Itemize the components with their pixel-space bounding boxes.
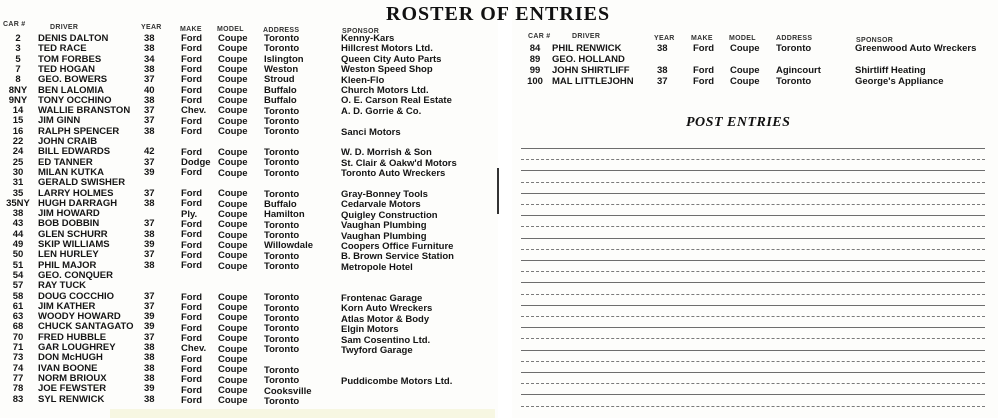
car-cell: 31 — [12, 177, 24, 189]
entry-line — [521, 260, 985, 261]
post-entries-lines — [521, 148, 985, 418]
year-cell: 38 — [144, 228, 155, 240]
sponsor-cell: Metropole Hotel — [341, 261, 413, 273]
make-cell: Ford — [181, 374, 203, 386]
driver-cell: GEO. CONQUER — [38, 269, 113, 281]
sponsor-cell: Quigley Construction — [341, 209, 438, 221]
car-cell: 71 — [12, 342, 24, 353]
address-cell: Agincourt — [776, 65, 821, 76]
model-cell: Coupe — [218, 84, 248, 96]
sponsor-cell: Kleen-Flo — [341, 74, 385, 86]
sponsor-cell: Cedarvale Motors — [341, 199, 421, 211]
table-row — [0, 76, 998, 87]
car-cell: 99 — [529, 65, 541, 76]
driver-cell: GEO. BOWERS — [38, 74, 108, 86]
driver-cell: CHUCK SANTAGATO — [38, 321, 134, 333]
car-cell: 8NY — [8, 84, 28, 96]
driver-cell: GEO. HOLLAND — [552, 54, 625, 65]
year-cell: 38 — [144, 342, 155, 353]
driver-cell: BILL EDWARDS — [38, 146, 111, 158]
entry-line — [521, 372, 985, 373]
car-cell: 5 — [15, 53, 21, 65]
entry-line — [521, 238, 985, 239]
model-cell: Coupe — [218, 105, 248, 117]
table-row — [0, 54, 998, 65]
make-cell: Ford — [181, 146, 203, 158]
make-cell: Ford — [181, 312, 203, 324]
model-cell: Coupe — [218, 198, 248, 210]
car-cell: 7 — [15, 63, 21, 75]
model-cell: Coupe — [218, 291, 248, 303]
car-cell: 14 — [12, 105, 24, 117]
sponsor-cell: Queen City Auto Parts — [341, 53, 442, 65]
year-cell: 34 — [144, 53, 155, 65]
year-cell: 38 — [657, 43, 668, 54]
entry-line — [521, 383, 985, 384]
sponsor-cell: W. D. Morrish & Son — [341, 147, 432, 159]
model-cell: Coupe — [218, 115, 248, 127]
sponsor-cell: Twyford Garage — [341, 345, 413, 356]
driver-cell: TONY OCCHINO — [38, 94, 112, 106]
car-cell: 49 — [12, 239, 24, 250]
driver-cell: JIM HOWARD — [38, 208, 100, 220]
entry-line — [521, 249, 985, 250]
make-cell: Ford — [693, 43, 715, 54]
table-row — [0, 178, 498, 188]
model-cell: Coupe — [218, 240, 248, 251]
sponsor-cell: Vaughan Plumbing — [341, 220, 427, 232]
year-cell: 40 — [144, 84, 155, 96]
address-cell: Weston — [264, 64, 299, 76]
make-cell: Ford — [181, 115, 203, 127]
car-cell: 70 — [12, 331, 24, 343]
sponsor-cell: Frontenac Garage — [341, 293, 423, 304]
address-cell: Toronto — [264, 230, 300, 242]
model-cell: Coupe — [218, 302, 248, 314]
car-cell: 43 — [12, 218, 24, 230]
model-cell: Coupe — [730, 76, 760, 87]
address-cell: Toronto — [264, 33, 300, 44]
car-cell: 15 — [12, 115, 24, 127]
car-cell: 25 — [12, 156, 24, 168]
sponsor-cell: Weston Speed Shop — [341, 64, 433, 76]
make-cell: Chev. — [181, 343, 207, 355]
entry-line — [521, 148, 985, 149]
entry-line — [521, 294, 985, 295]
car-cell: 38 — [12, 208, 24, 220]
address-cell: Toronto — [776, 76, 812, 87]
car-cell: 57 — [12, 280, 24, 292]
driver-cell: DOUG COCCHIO — [38, 290, 114, 302]
address-cell: Toronto — [776, 43, 812, 54]
sponsor-cell: Sam Cosentino Ltd. — [341, 334, 431, 346]
year-cell: 39 — [144, 239, 155, 250]
make-cell: Ford — [181, 167, 203, 179]
car-cell: 100 — [527, 76, 543, 87]
year-cell: 38 — [144, 125, 155, 137]
car-cell: 78 — [12, 383, 24, 395]
address-cell: Toronto — [264, 105, 300, 117]
address-cell: Buffalo — [264, 198, 297, 210]
model-cell: Coupe — [730, 65, 760, 76]
driver-cell: JOE FEWSTER — [38, 383, 107, 395]
make-cell: Ford — [181, 74, 203, 86]
year-cell: 37 — [144, 115, 155, 127]
address-cell: Toronto — [264, 167, 300, 179]
year-cell: 39 — [144, 383, 155, 395]
model-cell: Coupe — [218, 364, 248, 376]
entry-line — [521, 271, 985, 272]
entry-line — [521, 282, 985, 283]
driver-cell: IVAN BOONE — [38, 362, 98, 374]
header-model: MODEL — [217, 26, 244, 33]
sponsor-cell: A. D. Gorrie & Co. — [341, 105, 422, 117]
sponsor-cell: Sanci Motors — [341, 126, 401, 138]
make-cell: Ford — [181, 53, 203, 65]
model-cell: Coupe — [218, 374, 248, 386]
car-cell: 61 — [12, 300, 24, 312]
sponsor-cell: O. E. Carson Real Estate — [341, 95, 452, 107]
driver-cell: GLEN SCHURR — [38, 228, 108, 240]
address-cell: Toronto — [264, 219, 300, 231]
address-cell: Toronto — [264, 261, 300, 273]
header-make: MAKE — [180, 26, 202, 33]
entry-line — [521, 316, 985, 317]
driver-cell: TOM FORBES — [38, 53, 102, 65]
sponsor-cell: Shirtliff Heating — [855, 65, 926, 76]
driver-cell: JIM GINN — [38, 115, 81, 127]
address-cell: Toronto — [264, 147, 300, 159]
address-cell: Toronto — [264, 188, 300, 200]
model-cell: Coupe — [218, 167, 248, 179]
car-cell: 24 — [12, 146, 24, 158]
year-cell: 37 — [144, 331, 155, 343]
make-cell: Ford — [181, 353, 203, 365]
model-cell: Coupe — [218, 395, 248, 407]
driver-cell: WOODY HOWARD — [38, 311, 121, 323]
page-title: ROSTER OF ENTRIES — [386, 3, 611, 25]
make-cell: Dodge — [181, 157, 211, 169]
year-cell: 37 — [144, 300, 155, 312]
model-cell: Coupe — [218, 353, 248, 365]
sponsor-cell: Atlas Motor & Body — [341, 313, 430, 325]
entry-line — [521, 182, 985, 183]
car-cell: 73 — [12, 352, 24, 364]
model-cell: Coupe — [218, 322, 248, 334]
address-cell: Willowdale — [264, 240, 314, 252]
sponsor-cell: Elgin Motors — [341, 324, 399, 336]
year-cell: 39 — [144, 311, 155, 323]
car-cell: 58 — [12, 290, 24, 302]
address-cell: Buffalo — [264, 95, 297, 107]
model-cell: Coupe — [218, 64, 248, 76]
make-cell: Ford — [181, 188, 203, 200]
year-cell: 38 — [144, 94, 155, 106]
driver-cell: PHIL MAJOR — [38, 259, 97, 271]
header-car: CAR # — [3, 21, 26, 28]
address-cell: Toronto — [264, 375, 300, 387]
car-cell: 3 — [15, 43, 21, 55]
address-cell: Toronto — [264, 43, 300, 55]
driver-cell: PHIL RENWICK — [552, 43, 622, 54]
address-cell: Toronto — [264, 333, 300, 345]
address-cell: Toronto — [264, 364, 300, 376]
make-cell: Ford — [181, 229, 203, 241]
model-cell: Coupe — [218, 333, 248, 345]
address-cell: Buffalo — [264, 84, 297, 96]
car-cell: 8 — [15, 74, 21, 86]
address-cell: Toronto — [264, 395, 300, 407]
entry-line — [521, 226, 985, 227]
sponsor-cell: Church Motors Ltd. — [341, 85, 429, 96]
make-cell: Ford — [181, 198, 203, 210]
car-cell: 74 — [12, 362, 24, 374]
make-cell: Ford — [181, 239, 203, 251]
sponsor-cell: St. Clair & Oakw'd Motors — [341, 157, 457, 169]
year-cell: 38 — [144, 197, 155, 209]
sponsor-cell: Hillcrest Motors Ltd. — [341, 43, 433, 55]
driver-cell: TED RACE — [38, 43, 87, 55]
model-cell: Coupe — [218, 250, 248, 262]
year-cell: 38 — [144, 63, 155, 75]
year-cell: 37 — [144, 290, 155, 302]
car-cell: 22 — [12, 136, 24, 147]
year-cell: 37 — [144, 249, 155, 261]
table-row — [0, 395, 498, 405]
year-cell: 38 — [144, 43, 155, 55]
address-cell: Toronto — [264, 344, 300, 356]
model-cell: Coupe — [218, 312, 248, 324]
sponsor-cell: Coopers Office Furniture — [341, 241, 454, 252]
car-cell: 89 — [529, 54, 541, 65]
make-cell: Ford — [693, 65, 715, 76]
car-cell: 2 — [15, 33, 21, 44]
make-cell: Ford — [181, 394, 203, 406]
model-cell: Coupe — [218, 219, 248, 231]
year-cell: 37 — [144, 187, 155, 199]
year-cell: 38 — [144, 33, 155, 44]
table-row — [0, 43, 998, 54]
make-cell: Ford — [181, 322, 203, 334]
driver-cell: JOHN SHIRTLIFF — [552, 65, 630, 76]
make-cell: Ford — [181, 43, 203, 55]
make-cell: Ford — [181, 219, 203, 231]
header-year: YEAR — [141, 24, 162, 31]
year-cell: 38 — [144, 372, 155, 384]
car-cell: 84 — [529, 43, 541, 54]
driver-cell: SKIP WILLIAMS — [38, 239, 110, 250]
car-cell: 35 — [12, 187, 24, 199]
entry-line — [521, 327, 985, 328]
year-cell: 38 — [144, 259, 155, 271]
model-cell: Coupe — [218, 146, 248, 158]
model-cell: Coupe — [218, 229, 248, 241]
model-cell: Coupe — [218, 208, 248, 220]
sponsor-cell: George's Appliance — [855, 76, 944, 87]
driver-cell: MAL LITTLEJOHN — [552, 76, 634, 87]
model-cell: Coupe — [218, 384, 248, 396]
address-cell: Toronto — [264, 302, 300, 314]
model-cell: Coupe — [218, 260, 248, 272]
header-address: ADDRESS — [263, 27, 300, 34]
make-cell: Ford — [181, 95, 203, 107]
entry-line — [521, 204, 985, 205]
extra-entries-table — [0, 43, 998, 91]
make-cell: Ford — [181, 33, 203, 44]
driver-cell: SYL RENWICK — [38, 393, 105, 405]
entry-line — [521, 193, 985, 194]
model-cell: Coupe — [218, 43, 248, 55]
car-cell: 83 — [12, 393, 24, 405]
car-cell: 77 — [12, 372, 24, 384]
year-cell: 37 — [144, 156, 155, 168]
model-cell: Coupe — [218, 126, 248, 138]
driver-cell: MILAN KUTKA — [38, 166, 104, 178]
make-cell: Ford — [181, 301, 203, 313]
driver-cell: RAY TUCK — [38, 280, 87, 292]
header-sponsor: SPONSOR — [856, 37, 894, 44]
driver-cell: WALLIE BRANSTON — [38, 105, 131, 117]
model-cell: Coupe — [218, 74, 248, 86]
header-car: CAR # — [528, 33, 551, 40]
entry-line — [521, 215, 985, 216]
entry-line — [521, 305, 985, 306]
year-cell: 42 — [144, 146, 155, 158]
sponsor-cell: Toronto Auto Wreckers — [341, 168, 446, 180]
model-cell: Coupe — [218, 188, 248, 200]
year-cell: 37 — [144, 74, 155, 86]
entry-line — [521, 338, 985, 339]
address-cell: Toronto — [264, 323, 300, 335]
make-cell: Ford — [181, 384, 203, 396]
table-row — [0, 281, 498, 291]
car-cell: 63 — [12, 311, 24, 323]
make-cell: Ford — [181, 291, 203, 303]
driver-cell: GERALD SWISHER — [38, 177, 126, 189]
car-cell: 54 — [12, 269, 24, 281]
driver-cell: GAR LOUGHREY — [38, 342, 116, 353]
driver-cell: ED TANNER — [38, 156, 93, 168]
entry-line — [521, 394, 985, 395]
model-cell: Coupe — [218, 343, 248, 355]
make-cell: Ford — [181, 126, 203, 138]
entry-line — [521, 170, 985, 171]
year-cell: 39 — [144, 321, 155, 333]
sponsor-cell: Vaughan Plumbing — [341, 230, 427, 242]
driver-cell: LEN HURLEY — [38, 249, 99, 261]
car-cell: 9NY — [8, 94, 28, 106]
driver-cell: DENIS DALTON — [38, 33, 109, 44]
make-cell: Ford — [181, 260, 203, 272]
make-cell: Ford — [693, 76, 715, 87]
sponsor-cell: Kenny-Kars — [341, 33, 395, 44]
entry-line — [521, 406, 985, 407]
address-cell: Cooksville — [264, 385, 312, 397]
make-cell: Ford — [181, 363, 203, 375]
table-row — [0, 65, 998, 76]
driver-cell: DON McHUGH — [38, 352, 103, 364]
address-cell: Stroud — [264, 74, 295, 86]
make-cell: Ford — [181, 64, 203, 75]
model-cell: Coupe — [730, 43, 760, 54]
driver-cell: HUGH DARRAGH — [38, 197, 118, 209]
post-entries-title: POST ENTRIES — [686, 115, 791, 130]
driver-cell: TED HOGAN — [38, 63, 95, 75]
make-cell: Ford — [181, 84, 203, 96]
header-model: MODEL — [729, 35, 756, 42]
roster-table — [0, 34, 498, 414]
year-cell: 38 — [144, 352, 155, 364]
car-cell: 44 — [12, 228, 24, 240]
header-address: ADDRESS — [776, 35, 813, 42]
entry-line — [521, 350, 985, 351]
entry-line — [521, 361, 985, 362]
model-cell: Coupe — [218, 33, 248, 44]
address-cell: Toronto — [264, 157, 300, 169]
year-cell: 37 — [144, 105, 155, 117]
header-sponsor: SPONSOR — [342, 28, 380, 35]
driver-cell: RALPH SPENCER — [38, 125, 120, 137]
car-cell: 68 — [12, 321, 24, 333]
header-year: YEAR — [654, 35, 675, 42]
car-cell: 51 — [12, 259, 24, 271]
make-cell: Ford — [181, 250, 203, 262]
address-cell: Toronto — [264, 115, 300, 127]
address-cell: Toronto — [264, 126, 300, 138]
driver-cell: BEN LALOMIA — [38, 84, 104, 96]
address-cell: Islington — [264, 53, 304, 65]
header-driver: DRIVER — [572, 33, 601, 40]
car-cell: 16 — [12, 125, 24, 137]
header-driver: DRIVER — [50, 24, 79, 31]
address-cell: Toronto — [264, 250, 300, 262]
entry-line — [521, 159, 985, 160]
sponsor-cell: Greenwood Auto Wreckers — [855, 43, 977, 54]
driver-cell: JIM KATHER — [38, 300, 96, 312]
model-cell: Coupe — [218, 53, 248, 65]
sponsor-cell: Puddicombe Motors Ltd. — [341, 376, 453, 388]
driver-cell: LARRY HOLMES — [38, 187, 114, 199]
make-cell: Ford — [181, 332, 203, 344]
year-cell: 37 — [144, 218, 155, 230]
address-cell: Toronto — [264, 312, 300, 324]
sponsor-cell: Korn Auto Wreckers — [341, 303, 433, 315]
year-cell: 38 — [144, 362, 155, 374]
sponsor-cell: Gray-Bonney Tools — [341, 189, 428, 200]
header-make: MAKE — [691, 35, 713, 42]
driver-cell: NORM BRIOUX — [38, 372, 107, 384]
year-cell: 38 — [144, 393, 155, 405]
driver-cell: JOHN CRAIB — [38, 136, 98, 147]
address-cell: Hamilton — [264, 209, 305, 221]
car-cell: 30 — [12, 166, 24, 178]
car-cell: 35NY — [6, 197, 30, 209]
address-cell: Toronto — [264, 292, 300, 304]
year-cell: 39 — [144, 166, 155, 178]
sponsor-cell: B. Brown Service Station — [341, 251, 454, 263]
year-cell: 37 — [657, 76, 668, 87]
table-row — [0, 383, 498, 397]
make-cell: Chev. — [181, 105, 207, 117]
model-cell: Coupe — [218, 157, 248, 169]
driver-cell: BOB DOBBIN — [38, 218, 100, 230]
make-cell: Ply. — [181, 208, 198, 220]
year-cell: 38 — [657, 65, 668, 76]
car-cell: 50 — [12, 249, 24, 261]
model-cell: Coupe — [218, 95, 248, 107]
driver-cell: FRED HUBBLE — [38, 331, 107, 343]
